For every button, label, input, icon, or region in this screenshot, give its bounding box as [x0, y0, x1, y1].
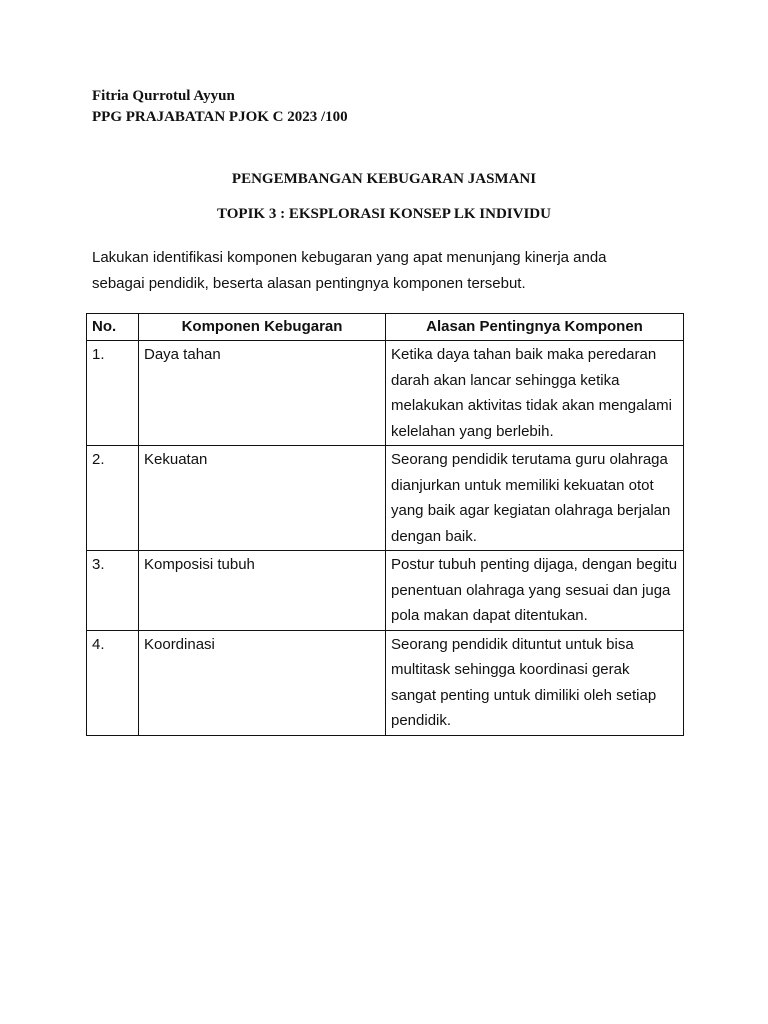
program-label: PPG PRAJABATAN PJOK C 2023 /100	[92, 109, 348, 125]
topic-title: TOPIK 3 : EKSPLORASI KONSEP LK INDIVIDU	[217, 206, 551, 222]
instruction-paragraph	[92, 245, 682, 297]
cell-alasan: Postur tubuh penting dijaga, dengan begitu penentuan olahraga yang sesuai dan juga pola makan dapat ditentukan.	[386, 551, 684, 631]
cell-komponen: Daya tahan	[139, 341, 386, 446]
komponen-table	[86, 313, 684, 736]
instruction-line-2: sebagai pendidik, beserta alasan pentingnya komponen tersebut.	[92, 275, 526, 292]
author-block	[92, 86, 348, 128]
cell-no: 3.	[87, 551, 139, 631]
cell-no: 1.	[87, 341, 139, 446]
header-komponen: Komponen Kebugaran	[139, 314, 386, 341]
instruction-line-1: Lakukan identifikasi komponen kebugaran yang apat menunjang kinerja anda	[92, 249, 607, 266]
document-title: PENGEMBANGAN KEBUGARAN JASMANI	[231, 171, 537, 187]
cell-komponen: Kekuatan	[139, 446, 386, 551]
author-name: Fitria Qurrotul Ayyun	[92, 88, 235, 104]
cell-komponen: Koordinasi	[139, 630, 386, 735]
table-row	[87, 341, 684, 446]
cell-alasan: Seorang pendidik terutama guru olahraga dianjurkan untuk memiliki kekuatan otot yang baik agar kegiatan olahraga berjalan dengan baik.	[386, 446, 684, 551]
cell-komponen: Komposisi tubuh	[139, 551, 386, 631]
cell-alasan: Ketika daya tahan baik maka peredaran darah akan lancar sehingga ketika melakukan aktivitas tidak akan mengalami kelelahan yang berlebih.	[386, 341, 684, 446]
table-row	[87, 630, 684, 735]
cell-alasan: Seorang pendidik dituntut untuk bisa multitask sehingga koordinasi gerak sangat penting untuk dimiliki oleh setiap pendidik.	[386, 630, 684, 735]
table-row	[87, 551, 684, 631]
cell-no: 2.	[87, 446, 139, 551]
cell-no: 4.	[87, 630, 139, 735]
table-header-row	[87, 314, 684, 341]
header-alasan: Alasan Pentingnya Komponen	[386, 314, 684, 341]
header-no: No.	[87, 314, 139, 341]
table-row	[87, 446, 684, 551]
